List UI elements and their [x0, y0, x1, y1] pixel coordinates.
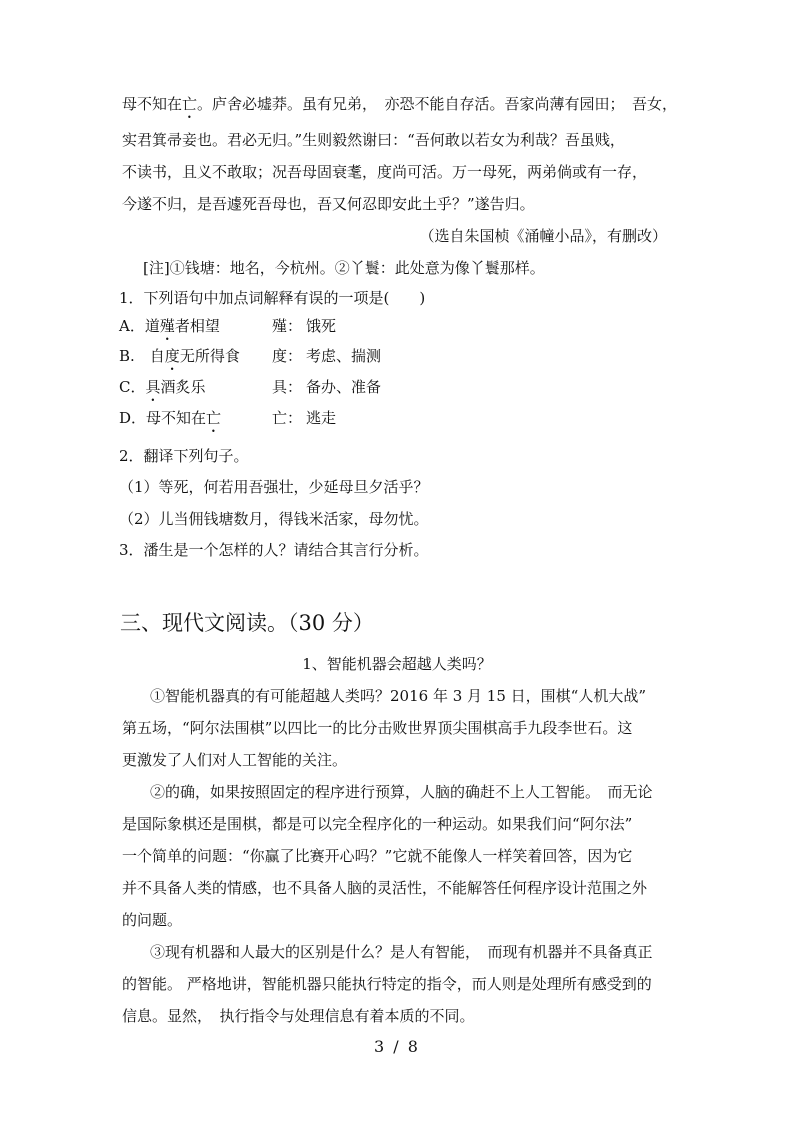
dotted-word: 亡 [206, 409, 222, 427]
paragraph-2-line: 一个简单的问题：“你赢了比赛开心吗？”它就不能像人一样笑着回答，因为它 [122, 847, 633, 865]
question-2-sentence-1: （1）等死，何若用吾强壮，少延母旦夕活乎？ [119, 478, 429, 496]
option-b-gloss: 考虑、揣测 [306, 347, 382, 365]
paragraph-3-line: 信息。显然， 执行指令与处理信息有着本质的不同。 [122, 1007, 475, 1025]
option-b [119, 346, 240, 374]
paragraph-2-line: ②的确，如果按照固定的程序进行预算，人脑的确赶不上人工智能。 而无论 [150, 783, 653, 801]
section-heading: 三、现代文阅读。（30 分） [120, 611, 374, 635]
passage-line: 今遂不归，是吾遽死吾母也，吾又何忍即安此土乎？”遂告归。 [122, 195, 535, 213]
article-title: 1、智能机器会超越人类吗？ [302, 655, 492, 673]
option-b-word: 度： [272, 347, 303, 365]
passage-line [122, 94, 677, 122]
text-run: 。庐舍必墟莽。虽有兄弟， 亦恐不能自存活。吾家尚薄有园田； 吾女， [197, 95, 678, 113]
dotted-word: 度 [164, 347, 180, 365]
option-d-gloss: 逃走 [306, 409, 337, 427]
option-c-word: 具： [272, 378, 303, 396]
dotted-word: 殣 [159, 317, 175, 335]
paragraph-2-line: 的问题。 [122, 911, 183, 929]
paragraph-3-line: 的智能。 严格地讲，智能机器只能执行特定的指令，而人则是处理所有感受到的 [122, 975, 652, 993]
paragraph-1-line: ①智能机器真的有可能超越人类吗？2016 年 3 月 15 日，围棋“人机大战” [150, 687, 646, 705]
option-d-word: 亡： [272, 409, 303, 427]
paragraph-1-line: 第五场，“阿尔法围棋”以四比一的比分击败世界顶尖围棋高手九段李世石。这 [122, 719, 633, 737]
text-run: 母不知在 [122, 95, 183, 113]
text-run: 无所得食 [179, 347, 240, 365]
passage-source: （选自朱国桢《涌幢小品》，有删改） [419, 227, 667, 245]
dotted-word: 具 [145, 378, 161, 396]
text-run: C． [119, 378, 146, 396]
paragraph-2-line: 是国际象棋还是围棋，都是可以完全程序化的一种运动。如果我们问“阿尔法” [122, 815, 633, 833]
passage-line: 不读书，且义不敢取；况吾母固衰耄，度尚可活。万一母死，两弟倘或有一存， [122, 163, 648, 181]
option-c [119, 377, 206, 405]
text-run: A．道 [119, 317, 160, 335]
text-run: B. 自 [119, 347, 165, 365]
page-number: 3 / 8 [374, 1037, 420, 1056]
paragraph-1-line: 更激发了人们对人工智能的关注。 [122, 751, 348, 769]
option-a [119, 316, 220, 344]
text-run: D．母不知在 [119, 409, 207, 427]
passage-notes: [注]①钱塘：地名，今杭州。②丫鬟：此处意为像丫鬟那样。 [143, 259, 545, 277]
text-run: 者相望 [174, 317, 220, 335]
option-a-gloss: 饿死 [306, 317, 337, 335]
question-3-stem: 3．潘生是一个怎样的人？请结合其言行分析。 [119, 541, 429, 559]
paragraph-2-line: 并不具备人类的情感，也不具备人脑的灵活性，不能解答任何程序设计范围之外 [122, 879, 648, 897]
text-run: 酒炙乐 [160, 378, 206, 396]
question-2-sentence-2: （2）儿当佣钱塘数月，得钱米活家，母勿忧。 [119, 510, 429, 528]
paragraph-3-line: ③现有机器和人最大的区别是什么？是人有智能， 而现有机器并不具备真正 [150, 943, 653, 961]
dotted-word: 亡 [182, 95, 198, 113]
question-1-stem: 1．下列语句中加点词解释有误的一项是( ) [119, 289, 426, 307]
question-2-stem: 2．翻译下列句子。 [119, 447, 249, 465]
option-d [119, 408, 221, 436]
passage-line: 实君箕帚妾也。君必无归。”生则毅然谢曰：“吾何敢以若女为利哉？吾虽贱， [122, 131, 625, 149]
option-a-word: 殣： [272, 317, 303, 335]
option-c-gloss: 备办、准备 [306, 378, 382, 396]
